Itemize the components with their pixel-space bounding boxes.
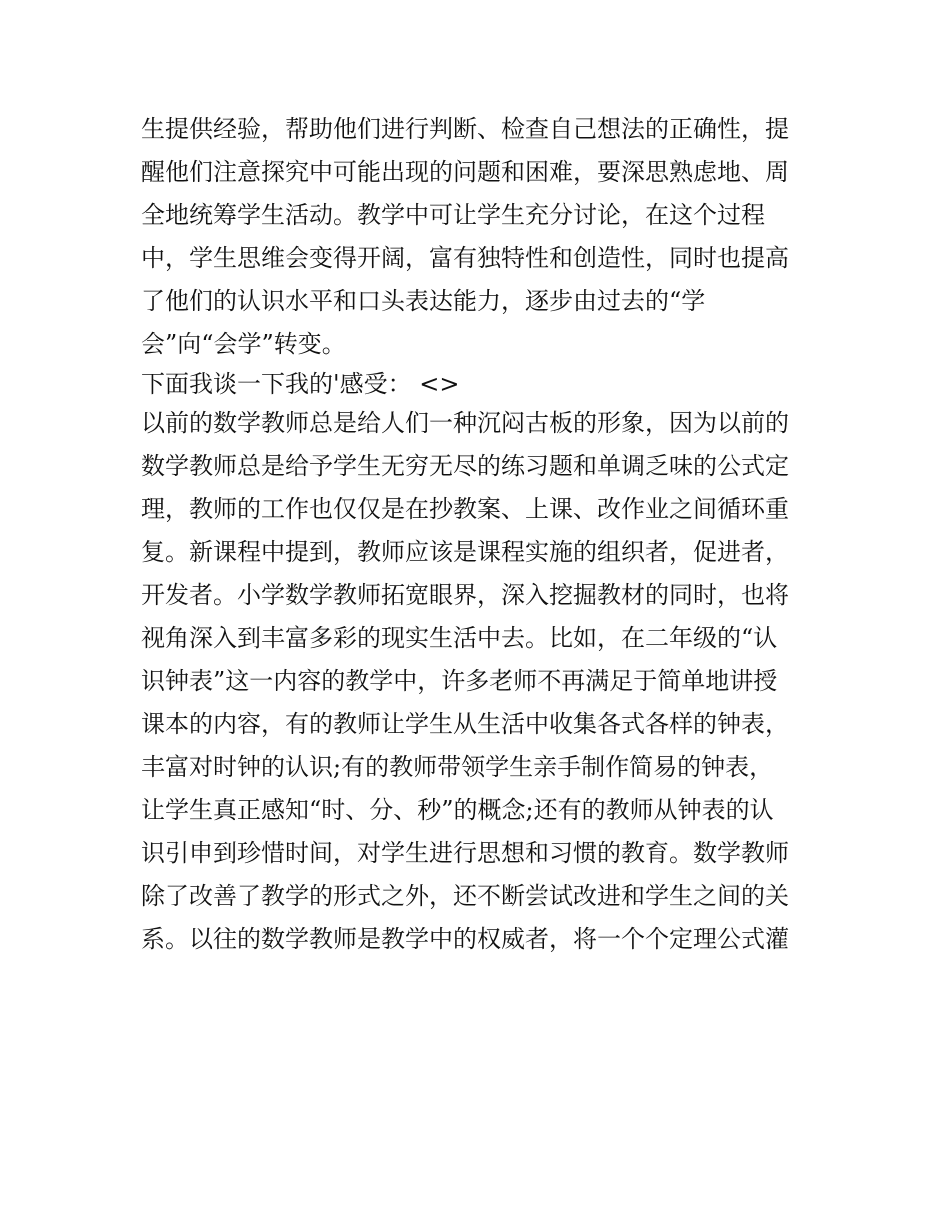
text-line-2: 醒他们注意探究中可能出现的问题和困难，要深思熟虑地、周 bbox=[141, 158, 789, 186]
text-line-18: 识引申到珍惜时间，对学生进行思想和习惯的教育。数学教师 bbox=[141, 839, 789, 867]
text-line-16: 丰富对时钟的认识;有的教师带领学生亲手制作简易的钟表， bbox=[141, 753, 774, 781]
text-line-13: 视角深入到丰富多彩的现实生活中去。比如，在二年级的“认 bbox=[141, 624, 778, 652]
text-line-15: 课本的内容，有的教师让学生从生活中收集各式各样的钟表， bbox=[141, 710, 789, 738]
text-line-19: 除了改善了教学的形式之外，还不断尝试改进和学生之间的关 bbox=[141, 882, 789, 910]
text-line-11: 复。新课程中提到，教师应该是课程实施的组织者，促进者， bbox=[141, 538, 789, 566]
text-line-5: 了他们的认识水平和口头表达能力，逐步由过去的“学 bbox=[141, 287, 706, 315]
text-line-7: 下面我谈一下我的'感受： <> bbox=[141, 370, 460, 398]
text-line-10: 理，教师的工作也仅仅是在抄教案、上课、改作业之间循环重 bbox=[141, 495, 789, 523]
text-line-3: 全地统筹学生活动。教学中可让学生充分讨论，在这个过程 bbox=[141, 201, 765, 229]
text-line-17: 让学生真正感知“时、分、秒”的概念;还有的教师从钟表的认 bbox=[141, 796, 774, 824]
text-line-8: 以前的数学教师总是给人们一种沉闷古板的形象，因为以前的 bbox=[141, 409, 789, 437]
text-line-14: 识钟表”这一内容的教学中，许多老师不再满足于简单地讲授 bbox=[141, 667, 778, 695]
text-line-1: 生提供经验，帮助他们进行判断、检查自己想法的正确性，提 bbox=[141, 115, 789, 143]
text-line-20: 系。以往的数学教师是教学中的权威者，将一个个定理公式灌 bbox=[141, 925, 789, 953]
text-line-9: 数学教师总是给予学生无穷无尽的练习题和单调乏味的公式定 bbox=[141, 452, 789, 480]
text-line-4: 中，学生思维会变得开阔，富有独特性和创造性，同时也提高 bbox=[141, 244, 789, 272]
text-line-6: 会”向“会学”转变。 bbox=[141, 330, 346, 358]
text-line-12: 开发者。小学数学教师拓宽眼界，深入挖掘教材的同时，也将 bbox=[141, 581, 789, 609]
document-body bbox=[141, 108, 821, 961]
